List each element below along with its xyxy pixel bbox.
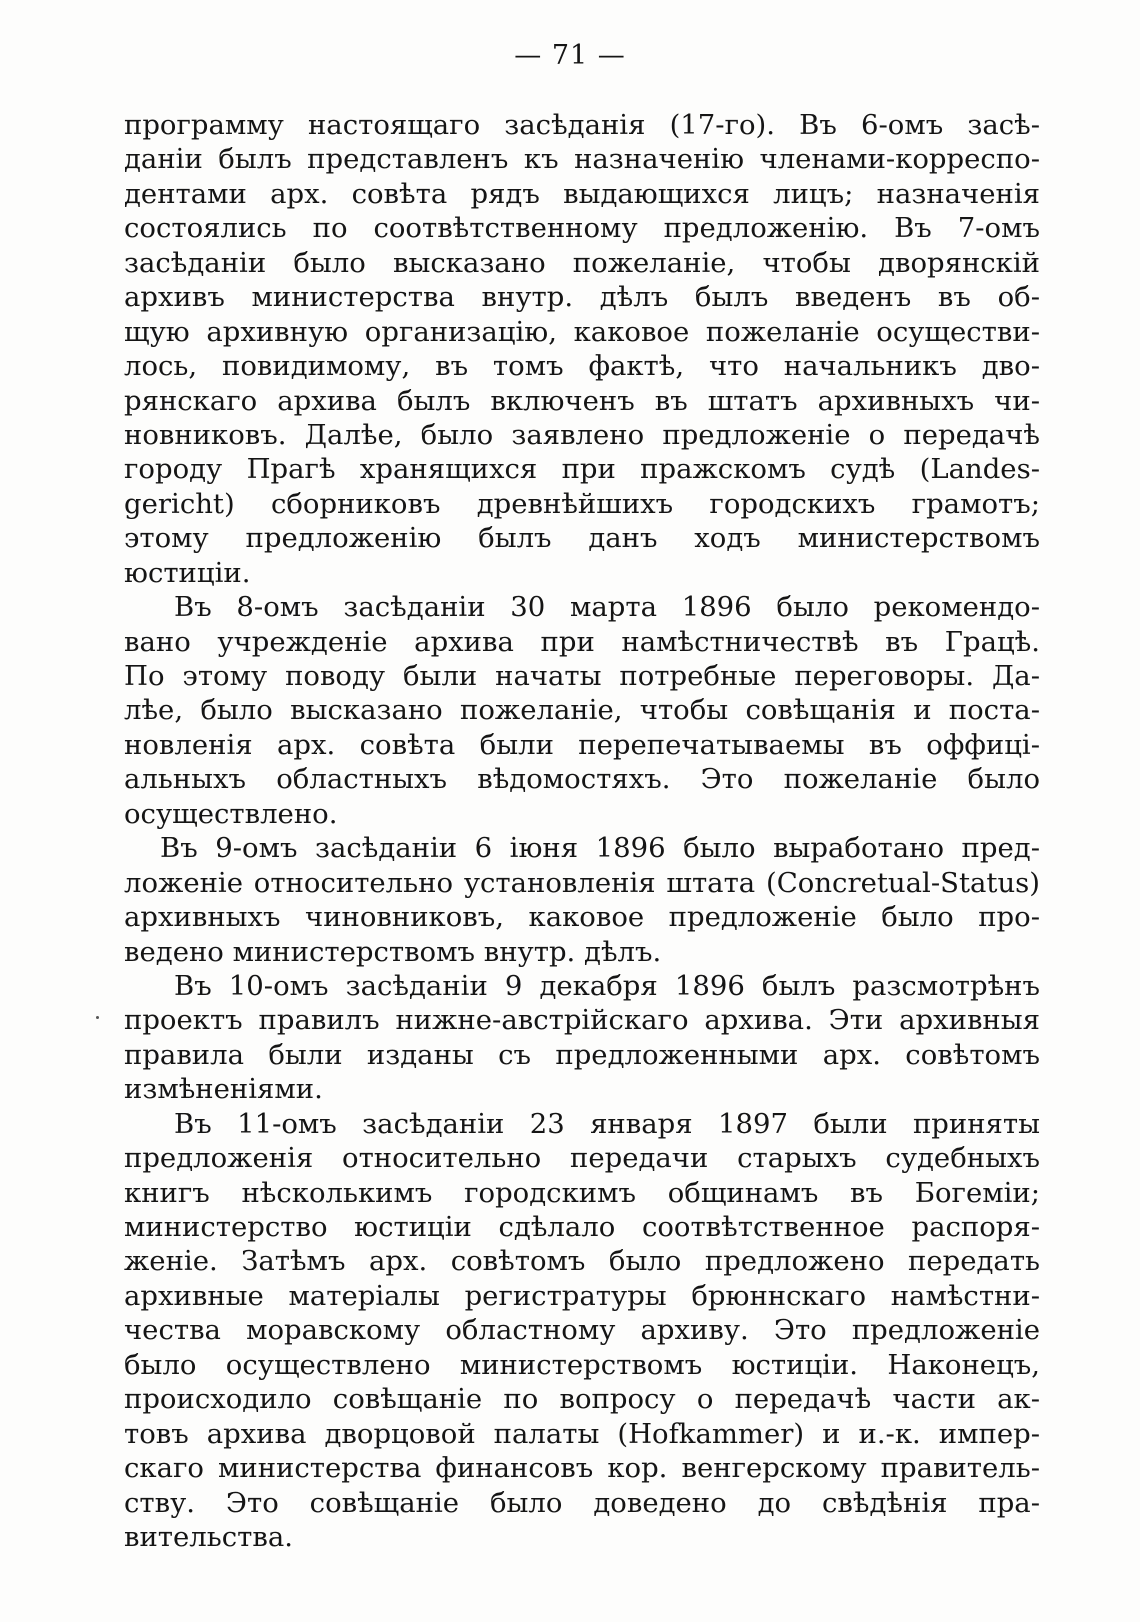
text-line: вительства.: [124, 1520, 293, 1553]
text-line: По этому поводу были начаты потребные переговоры. Да-: [124, 660, 1040, 692]
text-line: правила были изданы съ предложенными арх. совѣтомъ: [124, 1038, 1040, 1071]
text-line: состоялись по соотвѣтственному предложенію. Въ 7-омъ: [124, 212, 1040, 245]
text-line: рянскаго архива былъ включенъ въ штатъ архивныхъ чи-: [124, 384, 1040, 417]
text-line: ведено министерствомъ внутр. дѣлъ.: [124, 935, 662, 968]
text-line: ложеніе относительно установленія штата (Concretual-Status): [124, 866, 1040, 899]
text-line: программу настоящаго засѣданія (17-го). Въ 6-омъ засѣ-: [124, 109, 1040, 141]
text-line: измѣненіями.: [124, 1073, 323, 1106]
text-line: скаго министерства финансовъ кор. венгерскому правитель-: [124, 1452, 1040, 1485]
text-line: происходило совѣщаніе по вопросу о передачѣ части ак-: [124, 1383, 1040, 1416]
paragraph-start-line: Въ 11-омъ засѣданіи 23 января 1897 были приняты: [174, 1107, 1040, 1140]
body-text: [124, 108, 1040, 1554]
text-line: женіе. Затѣмъ арх. совѣтомъ было предложено передать: [124, 1245, 1040, 1278]
text-line: засѣданіи было высказано пожеланіе, чтобы дворянскій: [124, 246, 1040, 279]
text-line: gericht) сборниковъ древнѣйшихъ городскихъ грамотъ;: [124, 487, 1040, 520]
text-line: дентами арх. совѣта рядъ выдающихся лицъ; назначенія: [124, 177, 1040, 210]
text-line: чества моравскому областному архиву. Это предложеніе: [124, 1314, 1040, 1347]
paragraph-start-line: Въ 10-омъ засѣданіи 9 декабря 1896 былъ разсмотрѣнъ: [174, 969, 1040, 1002]
text-line: вано учрежденіе архива при намѣстничествѣ въ Грацѣ.: [124, 625, 1040, 658]
text-line: лѣе, было высказано пожеланіе, чтобы совѣщанія и поста-: [124, 694, 1040, 727]
text-line: щую архивную организацію, каковое пожеланіе осуществи-: [124, 315, 1040, 348]
text-line: архивныхъ чиновниковъ, каковое предложеніе было про-: [124, 901, 1040, 934]
text-line: альныхъ областныхъ вѣдомостяхъ. Это пожеланіе было: [124, 763, 1040, 796]
text-line: товъ архива дворцовой палаты (Hofkammer) и и.-к. импер-: [124, 1417, 1040, 1450]
text-line: проектъ правилъ нижне-австрійскаго архива. Эти архивныя: [124, 1004, 1040, 1037]
text-line: книгъ нѣсколькимъ городскимъ общинамъ въ Богеміи;: [124, 1176, 1040, 1209]
print-speck: [96, 1016, 99, 1019]
text-line: предложенія относительно передачи старыхъ судебныхъ: [124, 1142, 1040, 1175]
paragraph-start-line: Въ 9-омъ засѣданіи 6 іюня 1896 было выработано пред-: [160, 832, 1040, 865]
paragraph-start-line: Въ 8-омъ засѣданіи 30 марта 1896 было рекомендо-: [174, 591, 1040, 624]
text-line: осуществлено.: [124, 797, 338, 830]
text-line: юстиціи.: [124, 556, 251, 589]
text-line: городу Прагѣ хранящихся при пражскомъ судѣ (Landes-: [124, 453, 1040, 486]
text-line: новниковъ. Далѣе, было заявлено предложеніе о передачѣ: [124, 418, 1040, 451]
text-line: новленія арх. совѣта были перепечатываемы въ оффиці-: [124, 728, 1040, 761]
page-number: — 71 —: [514, 40, 626, 71]
text-line: лось, повидимому, въ томъ фактѣ, что начальникъ дво-: [124, 350, 1040, 383]
text-line: архивъ министерства внутр. дѣлъ былъ введенъ въ об-: [124, 281, 1040, 314]
text-line: этому предложенію былъ данъ ходъ министерствомъ: [124, 522, 1040, 555]
text-line: даніи былъ представленъ къ назначенію членами-корреспо-: [124, 143, 1040, 176]
text-line: ству. Это совѣщаніе было доведено до свѣдѣнія пра-: [124, 1486, 1040, 1519]
text-line: было осуществлено министерствомъ юстиціи. Наконецъ,: [124, 1348, 1040, 1381]
text-line: министерство юстиціи сдѣлало соотвѣтственное распоря-: [124, 1211, 1040, 1243]
text-line: архивные матеріалы регистратуры брюннскаго намѣстни-: [124, 1279, 1040, 1312]
